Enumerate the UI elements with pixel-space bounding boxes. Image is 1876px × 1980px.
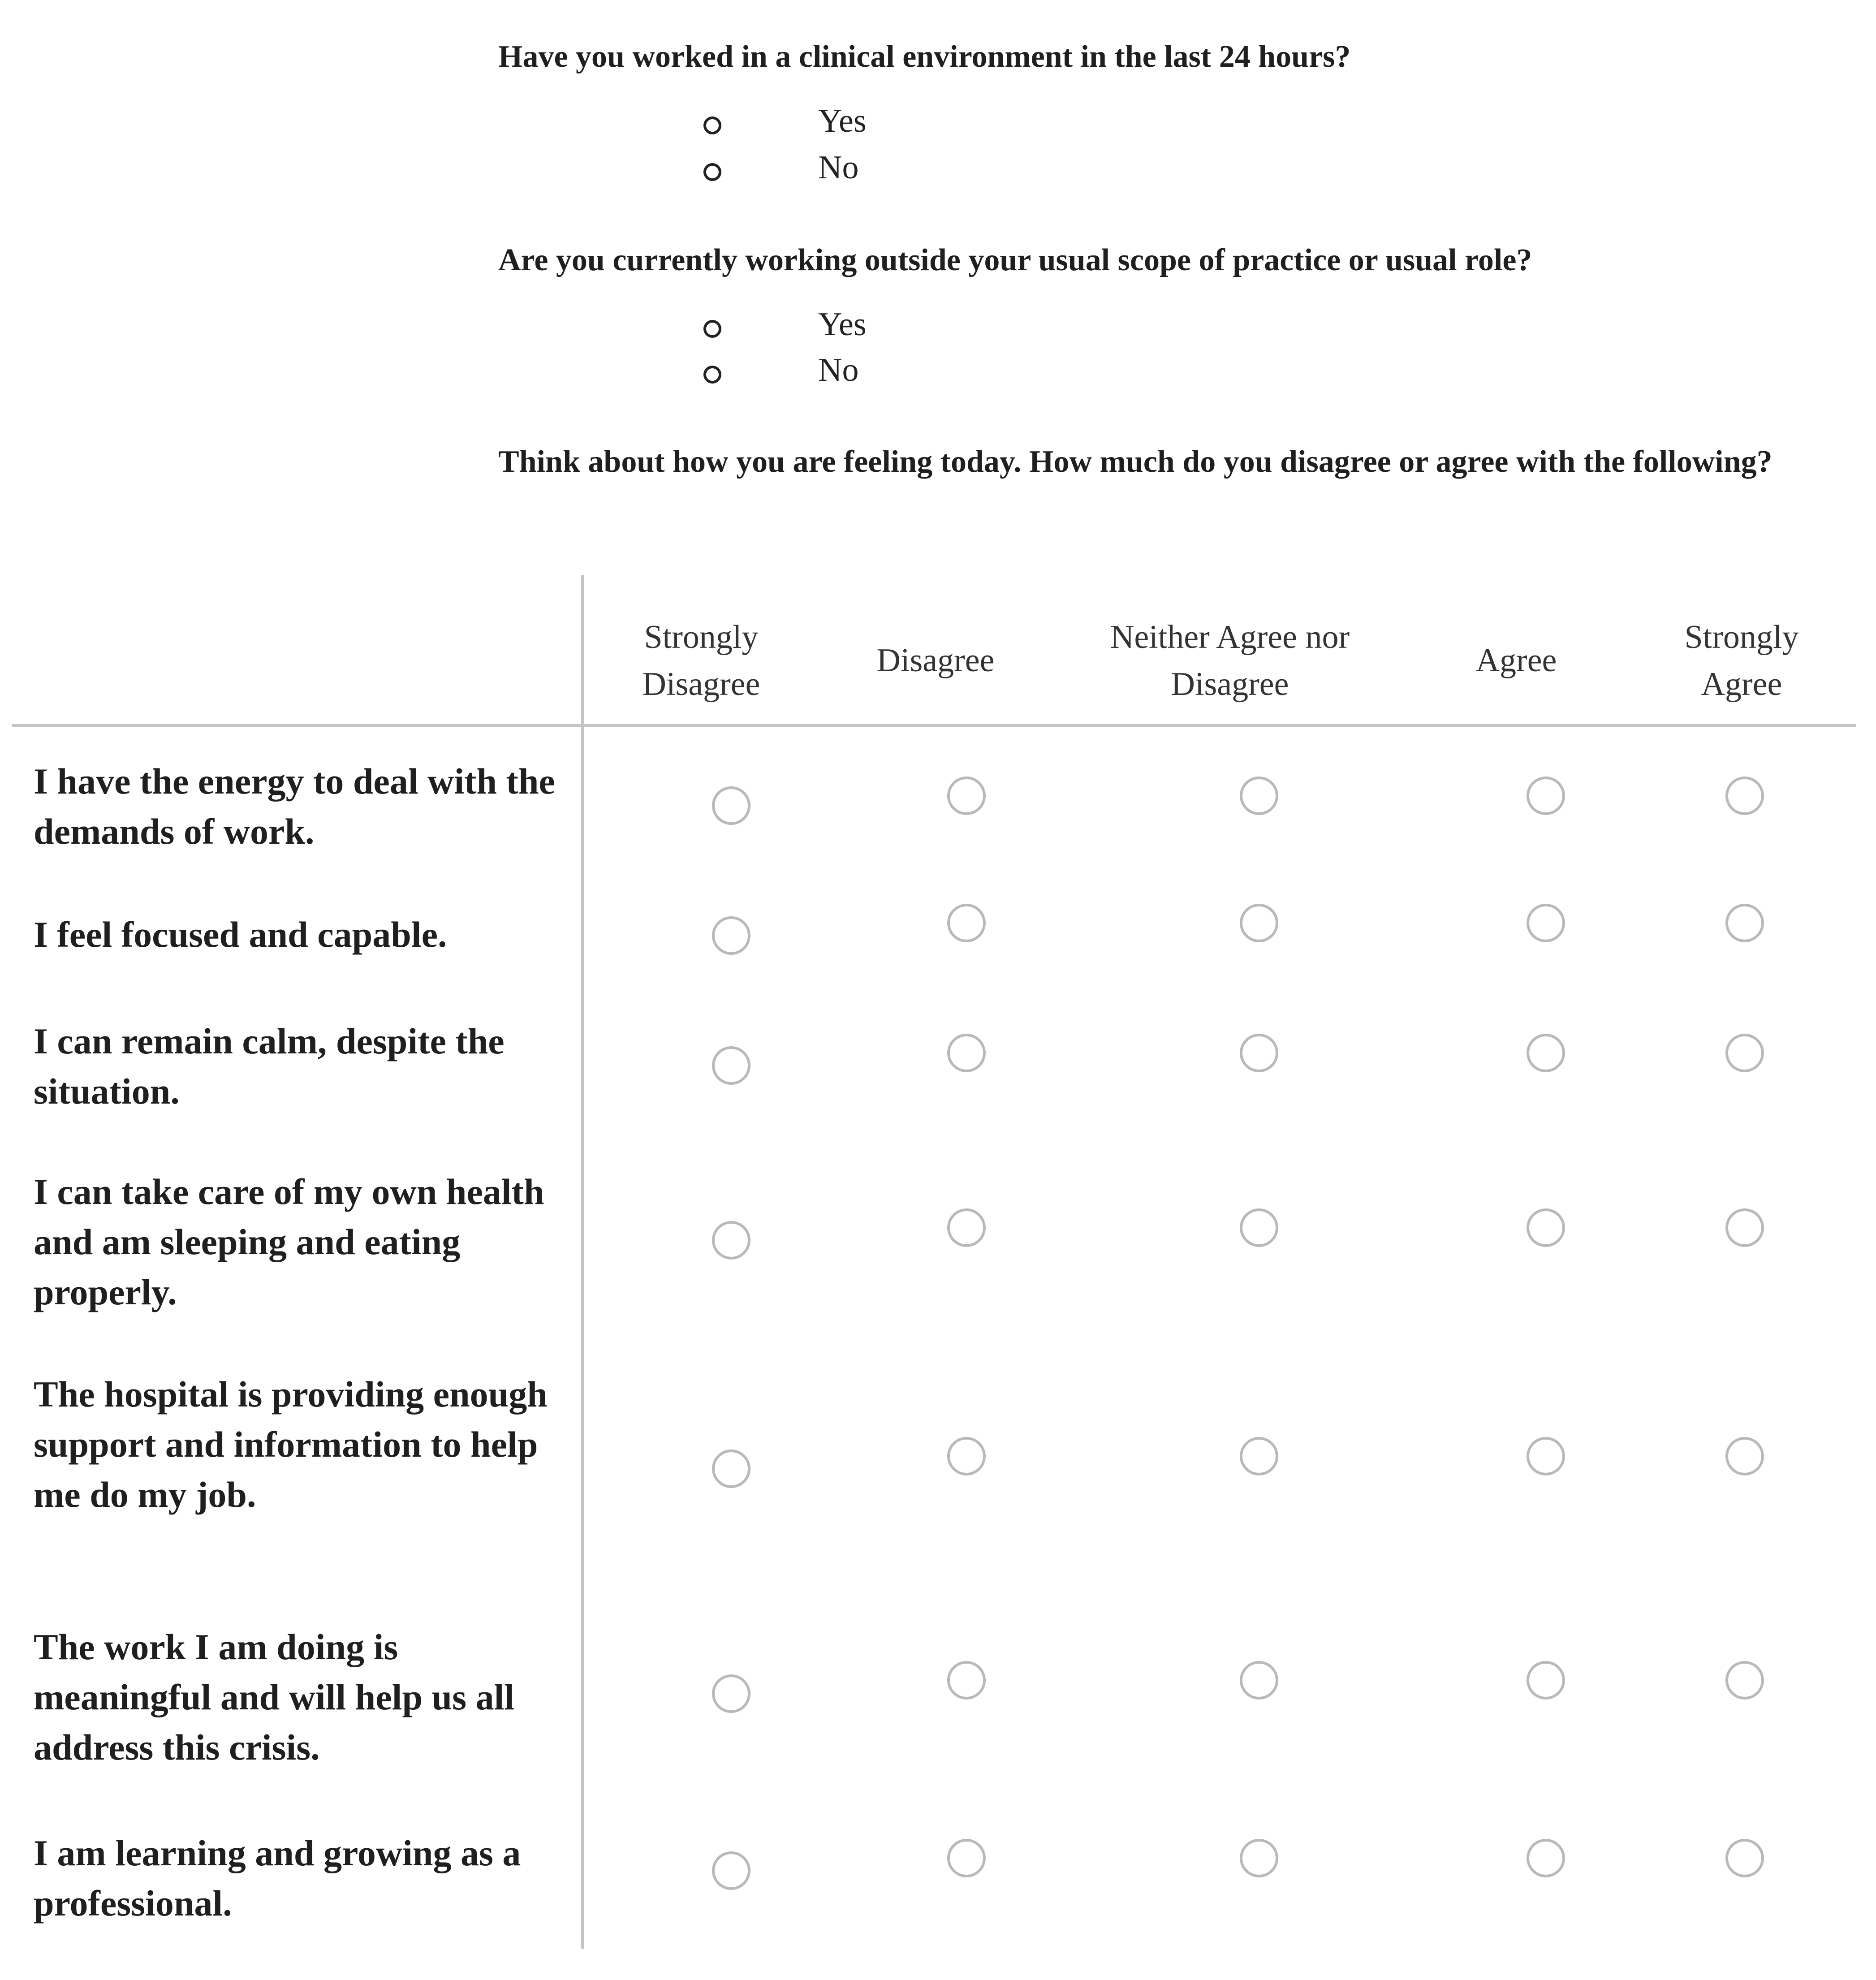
- statement-learning: I am learning and growing as a professional.: [34, 1833, 521, 1924]
- radio-row-1-strongly-agree[interactable]: [1725, 776, 1764, 815]
- radio-row-7-disagree[interactable]: [947, 1839, 986, 1877]
- question-1-title: Have you worked in a clinical environment in the last 24 hours?: [498, 39, 1351, 74]
- column-header-disagree: Disagree: [876, 642, 995, 679]
- radio-row-5-disagree[interactable]: [947, 1437, 986, 1475]
- radio-bullet-icon[interactable]: [703, 366, 721, 384]
- question-1-option-no[interactable]: [0, 150, 1876, 185]
- question-2-option-yes[interactable]: [0, 306, 1876, 342]
- radio-row-4-disagree[interactable]: [947, 1208, 986, 1247]
- radio-row-6-strongly-agree[interactable]: [1725, 1661, 1764, 1700]
- question-2-title: Are you currently working outside your usual scope of practice or usual role?: [498, 243, 1532, 277]
- radio-row-3-disagree[interactable]: [947, 1034, 986, 1072]
- table-header-divider: [12, 724, 1856, 727]
- radio-row-6-neither[interactable]: [1240, 1661, 1278, 1700]
- radio-row-3-neither[interactable]: [1240, 1034, 1278, 1072]
- radio-row-1-disagree[interactable]: [947, 776, 986, 815]
- radio-row-3-strongly-agree[interactable]: [1725, 1034, 1764, 1072]
- table-vertical-divider: [581, 575, 584, 1949]
- option-label: Yes: [818, 306, 867, 343]
- option-label: Yes: [818, 103, 867, 139]
- radio-row-5-strongly-disagree[interactable]: [712, 1449, 750, 1488]
- radio-row-2-disagree[interactable]: [947, 904, 986, 942]
- column-header-agree: Agree: [1475, 642, 1557, 679]
- radio-row-4-agree[interactable]: [1527, 1208, 1565, 1247]
- option-label: No: [818, 352, 859, 388]
- radio-row-6-agree[interactable]: [1527, 1661, 1565, 1700]
- radio-row-5-strongly-agree[interactable]: [1725, 1437, 1764, 1475]
- statement-calm: I can remain calm, despite the situation.: [34, 1021, 505, 1112]
- radio-row-4-strongly-agree[interactable]: [1725, 1208, 1764, 1247]
- radio-row-7-strongly-agree[interactable]: [1725, 1839, 1764, 1877]
- radio-row-1-strongly-disagree[interactable]: [712, 786, 750, 825]
- radio-row-7-strongly-disagree[interactable]: [712, 1851, 750, 1890]
- statement-focused: I feel focused and capable.: [34, 914, 447, 955]
- column-header-strongly-agree: Strongly Agree: [1684, 619, 1799, 703]
- statement-meaningful-work: The work I am doing is meaningful and will help us all address this crisis.: [34, 1626, 515, 1768]
- question-2-option-no[interactable]: [0, 352, 1876, 388]
- radio-row-1-neither[interactable]: [1240, 776, 1278, 815]
- radio-row-7-agree[interactable]: [1527, 1839, 1565, 1877]
- radio-row-4-neither[interactable]: [1240, 1208, 1278, 1247]
- radio-row-2-agree[interactable]: [1527, 904, 1565, 942]
- radio-row-3-agree[interactable]: [1527, 1034, 1565, 1072]
- radio-row-4-strongly-disagree[interactable]: [712, 1221, 750, 1260]
- radio-bullet-icon[interactable]: [703, 320, 721, 338]
- statement-hospital-support: The hospital is providing enough support and information to help me do my job.: [34, 1374, 548, 1515]
- radio-row-2-strongly-agree[interactable]: [1725, 904, 1764, 942]
- question-3-title: Think about how you are feeling today. How much do you disagree or agree with the following?: [498, 444, 1772, 479]
- radio-row-5-neither[interactable]: [1240, 1437, 1278, 1475]
- column-header-strongly-disagree: Strongly Disagree: [642, 619, 760, 703]
- radio-bullet-icon[interactable]: [703, 163, 721, 181]
- radio-row-6-disagree[interactable]: [947, 1661, 986, 1700]
- radio-row-6-strongly-disagree[interactable]: [712, 1674, 750, 1713]
- option-label: No: [818, 149, 859, 186]
- radio-row-1-agree[interactable]: [1527, 776, 1565, 815]
- radio-row-7-neither[interactable]: [1240, 1839, 1278, 1877]
- radio-row-2-neither[interactable]: [1240, 904, 1278, 942]
- radio-row-5-agree[interactable]: [1527, 1437, 1565, 1475]
- statement-health: I can take care of my own health and am sleeping and eating properly.: [34, 1171, 544, 1312]
- column-header-neither: Neither Agree nor Disagree: [1110, 619, 1350, 703]
- question-1-option-yes[interactable]: [0, 103, 1876, 139]
- radio-row-3-strongly-disagree[interactable]: [712, 1046, 750, 1085]
- radio-row-2-strongly-disagree[interactable]: [712, 916, 750, 955]
- radio-bullet-icon[interactable]: [703, 116, 721, 134]
- statement-energy: I have the energy to deal with the demands of work.: [34, 761, 555, 852]
